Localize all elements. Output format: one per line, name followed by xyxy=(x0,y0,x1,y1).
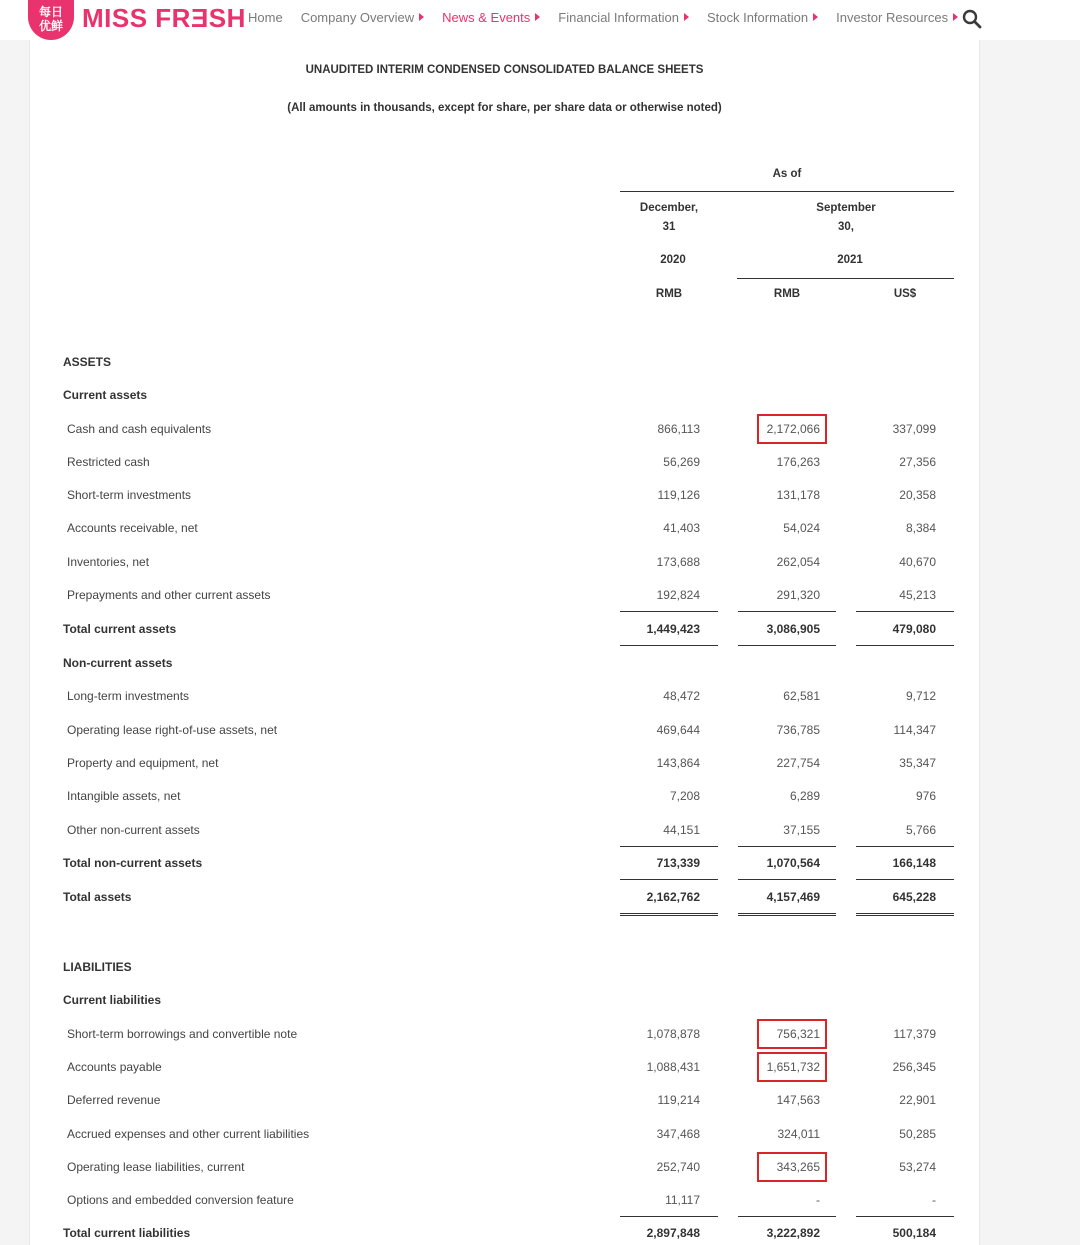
cell-value: 256,345 xyxy=(892,1060,936,1074)
cell-value: 1,088,431 xyxy=(646,1060,700,1074)
cell-value: 3,222,892 xyxy=(766,1226,820,1240)
row-label: Cash and cash equivalents xyxy=(67,422,212,436)
page-subtitle: (All amounts in thousands, except for share, per share data or otherwise noted) xyxy=(287,102,722,114)
cell-value: 337,099 xyxy=(892,422,936,436)
cell-value: 22,901 xyxy=(899,1093,936,1107)
cell-value: 252,740 xyxy=(656,1160,700,1174)
column-rule xyxy=(620,879,718,880)
column-rule xyxy=(738,846,836,847)
column-rule xyxy=(738,1216,836,1217)
row-label: Intangible assets, net xyxy=(67,789,181,803)
cell-value: 117,379 xyxy=(893,1027,936,1041)
highlight-box xyxy=(757,1019,827,1049)
row-label: Accounts payable xyxy=(67,1060,162,1074)
document-panel xyxy=(29,40,980,1245)
column-rule xyxy=(620,846,718,847)
section-heading: ASSETS xyxy=(63,355,112,369)
nav-item-label: Investor Resources xyxy=(836,10,949,25)
double-underline xyxy=(738,913,836,916)
cell-value: 2,172,066 xyxy=(766,422,820,436)
col1-date-line2: 31 xyxy=(662,221,676,233)
nav-item-label: News & Events xyxy=(442,10,531,25)
caret-right-icon xyxy=(419,13,424,21)
cell-value: 173,688 xyxy=(656,555,700,569)
col1-year: 2020 xyxy=(660,254,686,266)
cell-value: 35,347 xyxy=(899,756,936,770)
double-underline xyxy=(856,913,954,916)
cell-value: 9,712 xyxy=(905,689,936,703)
row-label: Options and embedded conversion feature xyxy=(67,1193,294,1207)
col1-date-line1: December, xyxy=(639,202,699,214)
nav-item-home[interactable] xyxy=(248,10,283,25)
column-rule xyxy=(856,611,954,612)
nav-item-stock-information[interactable] xyxy=(707,10,818,25)
total-row-label: Total non-current assets xyxy=(63,856,203,870)
cell-value: 4,157,469 xyxy=(766,890,820,904)
highlight-box xyxy=(757,1152,827,1182)
search-icon[interactable] xyxy=(962,9,982,29)
header-rule xyxy=(620,191,954,192)
column-rule xyxy=(856,1216,954,1217)
nav-item-news-events[interactable] xyxy=(442,10,540,25)
cell-value: 56,269 xyxy=(663,455,700,469)
cell-value: 27,356 xyxy=(899,455,936,469)
column-rule xyxy=(856,846,954,847)
cell-value: 1,449,423 xyxy=(646,622,700,636)
nav-item-label: Stock Information xyxy=(706,10,809,25)
nav-item-investor-resources[interactable] xyxy=(836,10,958,25)
section-heading: Current liabilities xyxy=(63,993,162,1007)
cell-value: 343,265 xyxy=(776,1160,820,1174)
row-label: Inventories, net xyxy=(67,555,150,569)
cell-value: 3,086,905 xyxy=(766,622,820,636)
cell-value: 1,070,564 xyxy=(766,856,820,870)
logo-badge-line2: 优鲜 xyxy=(38,19,63,33)
cell-value: 166,148 xyxy=(892,856,936,870)
cell-value: 8,384 xyxy=(905,521,936,535)
section-heading: Non-current assets xyxy=(63,656,173,670)
total-row-label: Total current assets xyxy=(63,622,177,636)
row-label: Short-term investments xyxy=(67,488,192,502)
row-label: Prepayments and other current assets xyxy=(67,588,271,602)
cell-value: 7,208 xyxy=(669,789,700,803)
cell-value: 227,754 xyxy=(776,756,820,770)
cell-value: 20,358 xyxy=(899,488,936,502)
cell-value: 469,644 xyxy=(656,723,700,737)
cell-value: 2,162,762 xyxy=(646,890,700,904)
cell-value: 50,285 xyxy=(899,1127,936,1141)
cell-value: 37,155 xyxy=(783,823,820,837)
cell-value: 6,289 xyxy=(789,789,820,803)
total-row-label: Total assets xyxy=(63,890,132,904)
cell-value: 713,339 xyxy=(656,856,700,870)
cell-value: 866,113 xyxy=(657,422,700,436)
section-heading: Current assets xyxy=(63,388,148,402)
col2-year: 2021 xyxy=(837,254,863,266)
cell-value: 54,024 xyxy=(783,521,820,535)
column-rule xyxy=(738,879,836,880)
cell-value: 500,184 xyxy=(892,1226,936,1240)
cell-value: 45,213 xyxy=(899,588,936,602)
cell-value: 176,263 xyxy=(776,455,820,469)
cell-value: 1,078,878 xyxy=(646,1027,700,1041)
cell-value: 1,651,732 xyxy=(766,1060,820,1074)
cell-value: 756,321 xyxy=(776,1027,820,1041)
caret-right-icon xyxy=(953,13,958,21)
cell-value: 53,274 xyxy=(899,1160,936,1174)
column-rule xyxy=(856,645,954,646)
column-rule xyxy=(738,611,836,612)
logo-text[interactable]: MISS FRƎSH xyxy=(82,3,246,33)
section-heading: LIABILITIES xyxy=(63,960,132,974)
year-rule xyxy=(737,278,954,279)
column-rule xyxy=(620,1216,718,1217)
cell-value: 147,563 xyxy=(776,1093,820,1107)
cell-value: - xyxy=(816,1193,820,1207)
currency-col1: RMB xyxy=(655,288,683,300)
total-row-label: Total current liabilities xyxy=(63,1226,191,1240)
cell-value: 192,824 xyxy=(656,588,700,602)
nav-item-label: Home xyxy=(248,10,283,25)
cell-value: 645,228 xyxy=(892,890,936,904)
double-underline xyxy=(620,913,718,916)
cell-value: 976 xyxy=(915,789,936,803)
column-rule xyxy=(620,645,718,646)
cell-value: 41,403 xyxy=(663,521,700,535)
caret-right-icon xyxy=(684,13,689,21)
page-title: UNAUDITED INTERIM CONDENSED CONSOLIDATED BALANCE SHEETS xyxy=(305,64,704,76)
main-nav xyxy=(248,10,976,25)
row-label: Accrued expenses and other current liabilities xyxy=(67,1127,310,1141)
cell-value: 40,670 xyxy=(899,555,936,569)
row-label: Other non-current assets xyxy=(67,823,200,837)
cell-value: - xyxy=(932,1193,936,1207)
highlight-box xyxy=(757,414,827,444)
row-label: Property and equipment, net xyxy=(67,756,219,770)
currency-col2: RMB xyxy=(773,288,801,300)
nav-item-label: Company Overview xyxy=(300,10,415,25)
row-label: Short-term borrowings and convertible note xyxy=(67,1027,298,1041)
cell-value: 44,151 xyxy=(663,823,700,837)
row-label: Long-term investments xyxy=(67,689,190,703)
cell-value: 48,472 xyxy=(663,689,700,703)
cell-value: 5,766 xyxy=(905,823,936,837)
as-of-header: As of xyxy=(772,168,802,180)
cell-value: 324,011 xyxy=(777,1127,820,1141)
logo-badge[interactable] xyxy=(28,0,74,40)
cell-value: 62,581 xyxy=(783,689,820,703)
row-label: Restricted cash xyxy=(67,455,150,469)
caret-right-icon xyxy=(535,13,540,21)
cell-value: 131,178 xyxy=(776,488,820,502)
row-label: Accounts receivable, net xyxy=(67,521,198,535)
site-header xyxy=(0,0,1080,40)
col2-date-line2: 30, xyxy=(838,221,854,233)
column-rule xyxy=(738,645,836,646)
row-label: Operating lease right-of-use assets, net xyxy=(67,723,278,737)
cell-value: 119,126 xyxy=(657,488,700,502)
currency-col3: US$ xyxy=(893,288,917,300)
cell-value: 11,117 xyxy=(665,1193,700,1207)
column-rule xyxy=(856,879,954,880)
cell-value: 479,080 xyxy=(892,622,936,636)
cell-value: 119,214 xyxy=(657,1093,700,1107)
cell-value: 347,468 xyxy=(656,1127,700,1141)
cell-value: 2,897,848 xyxy=(646,1226,700,1240)
nav-item-financial-information[interactable] xyxy=(558,10,689,25)
cell-value: 114,347 xyxy=(893,723,936,737)
row-label: Operating lease liabilities, current xyxy=(67,1160,245,1174)
highlight-box xyxy=(757,1052,827,1082)
cell-value: 143,864 xyxy=(656,756,700,770)
nav-item-label: Financial Information xyxy=(558,10,679,25)
row-label: Deferred revenue xyxy=(67,1093,161,1107)
cell-value: 262,054 xyxy=(776,555,820,569)
logo-badge-line1: 每日 xyxy=(38,5,63,19)
caret-right-icon xyxy=(813,13,818,21)
cell-value: 736,785 xyxy=(776,723,820,737)
nav-item-company-overview[interactable] xyxy=(301,10,424,25)
cell-value: 291,320 xyxy=(776,588,820,602)
column-rule xyxy=(620,611,718,612)
col2-date-line1: September xyxy=(816,202,876,214)
